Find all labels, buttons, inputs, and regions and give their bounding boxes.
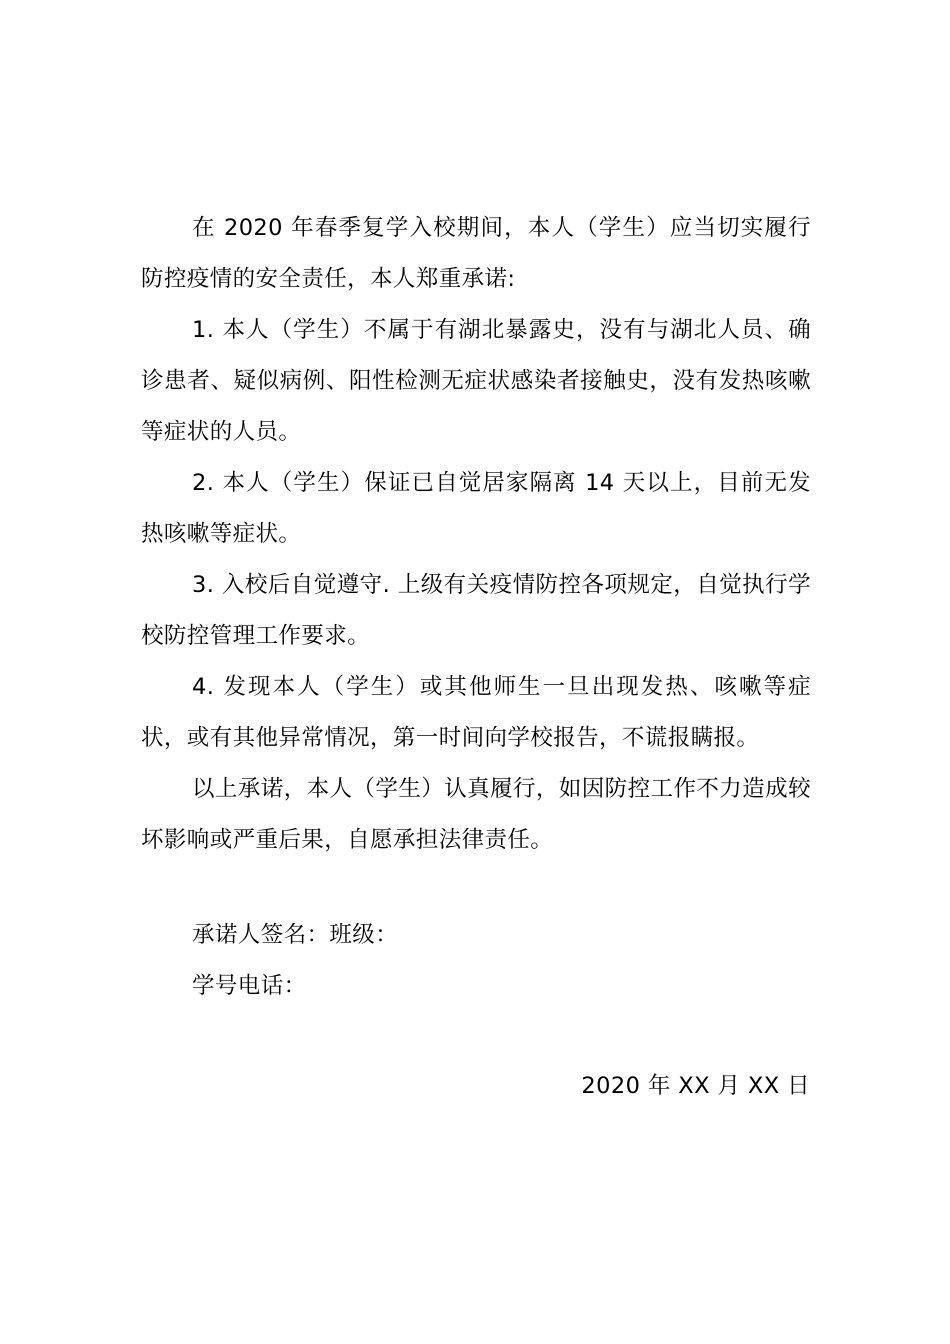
commitment-body	[141, 203, 811, 866]
commitment-item-4: 4. 发现本人（学生）或其他师生一旦出现发热、咳嗽等症状，或有其他异常情况，第一时间向学校报告，不谎报瞒报。	[141, 674, 811, 751]
signature-class-line: 承诺人签名：班级：	[192, 922, 399, 948]
commitment-item-2: 2. 本人（学生）保证已自觉居家隔离 14 天以上，目前无发热咳嗽等症状。	[141, 470, 811, 547]
closing-paragraph: 以上承诺，本人（学生）认真履行，如因防控工作不力造成较坏影响或严重后果，自愿承担法律责任。	[141, 776, 811, 853]
intro-paragraph: 在 2020 年春季复学入校期间，本人（学生）应当切实履行防控疫情的安全责任，本人郑重承诺:	[141, 215, 811, 292]
commitment-item-3: 3. 入校后自觉遵守. 上级有关疫情防控各项规定，自觉执行学校防控管理工作要求。	[141, 572, 811, 649]
document-date: 2020 年 XX 月 XX 日	[581, 1073, 810, 1099]
commitment-item-1: 1. 本人（学生）不属于有湖北暴露史，没有与湖北人员、确诊患者、疑似病例、阳性检测无症状感染者接触史，没有发热咳嗽等症状的人员。	[141, 317, 811, 445]
student-id-phone-line: 学号电话：	[192, 973, 307, 999]
signature-block	[192, 910, 398, 1012]
